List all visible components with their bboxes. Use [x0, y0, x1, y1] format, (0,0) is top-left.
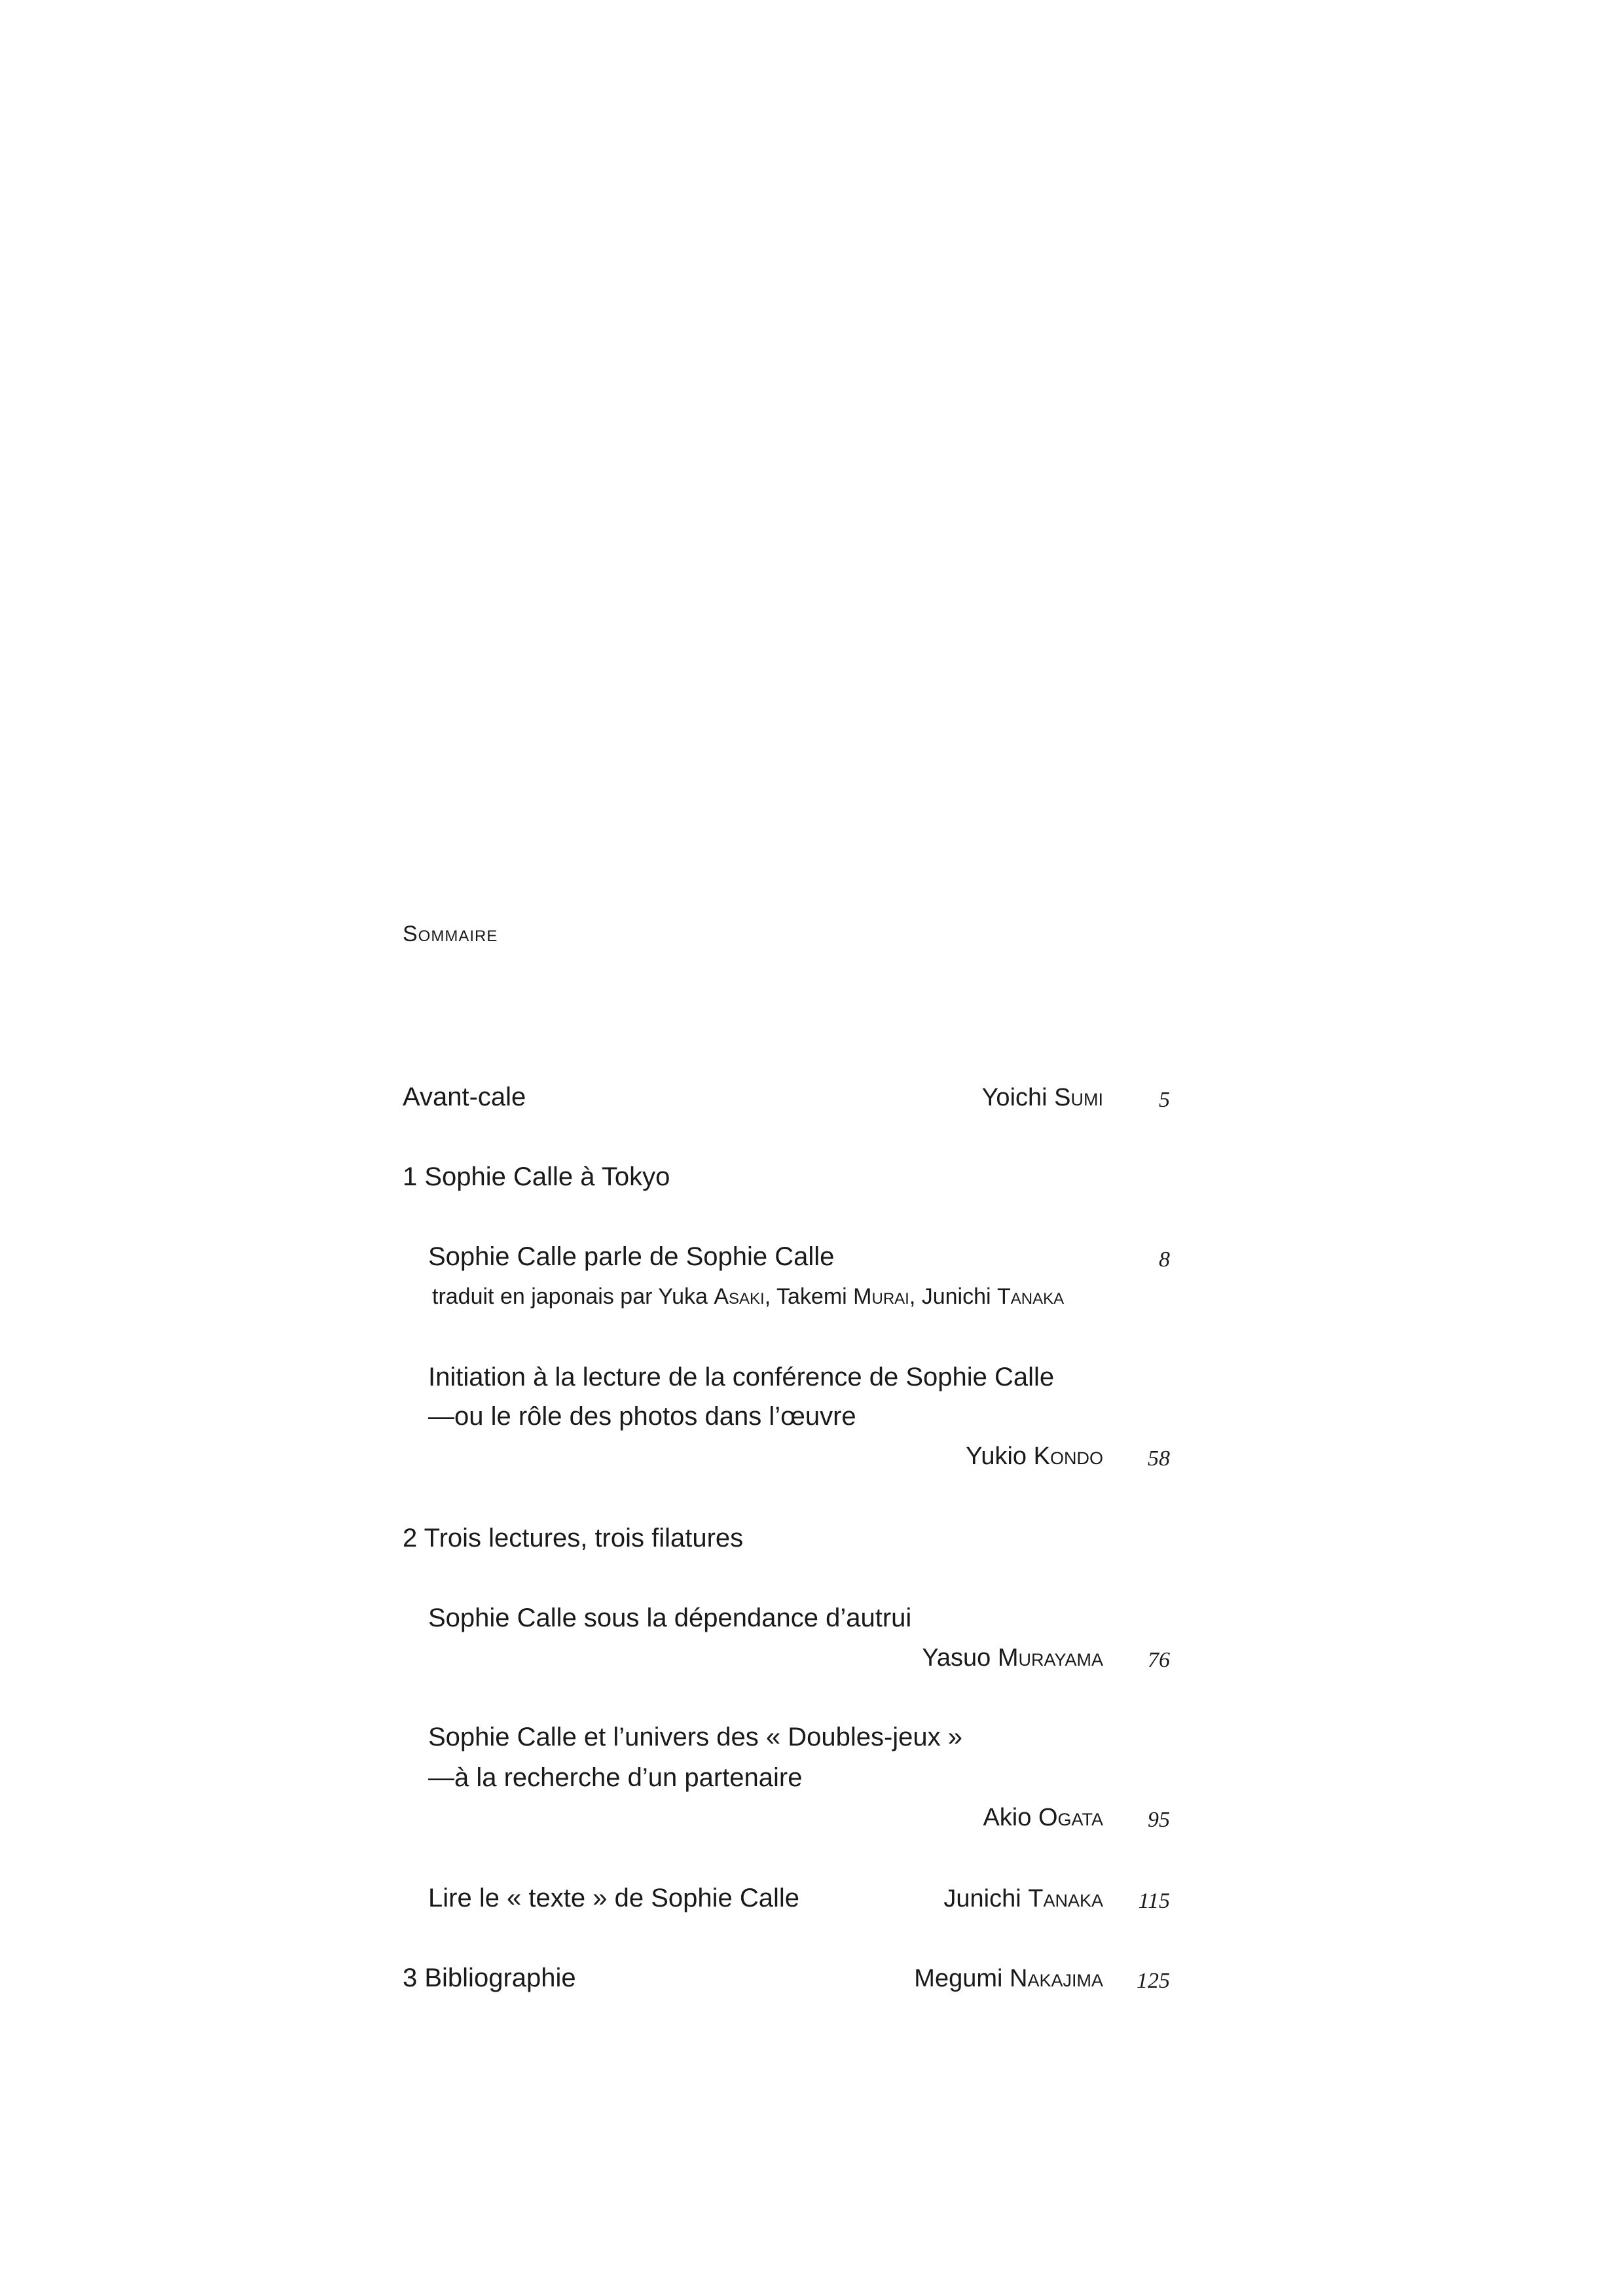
- toc-entry-3-author: Yasuo Murayama: [922, 1644, 1103, 1672]
- toc-entry-1-title: Sophie Calle parle de Sophie Calle: [428, 1242, 835, 1271]
- toc-entry-4-title-line-1: Sophie Calle et l’univers des « Doubles-jeux »: [428, 1723, 963, 1751]
- toc-entry-2-title-line-1: Initiation à la lecture de la conférence de Sophie Calle: [428, 1363, 1055, 1391]
- toc-entry-4-title-line-2: —à la recherche d’un partenaire: [428, 1763, 803, 1792]
- toc-entry-avant-cale-title: Avant-cale: [403, 1083, 526, 1111]
- toc-part-3-author: Megumi Nakajima: [914, 1965, 1103, 1992]
- toc-entry-1-translators: traduit en japonais par Yuka Asaki, Takemi Murai, Junichi Tanaka: [432, 1284, 1065, 1309]
- toc-entry-5-title: Lire le « texte » de Sophie Calle: [428, 1884, 800, 1912]
- toc-entry-5-page: 115: [1138, 1889, 1170, 1913]
- toc-entry-1-page: 8: [1159, 1247, 1170, 1272]
- toc-entry-2-author: Yukio Kondo: [966, 1443, 1103, 1470]
- toc-entry-avant-cale-author: Yoichi Sumi: [981, 1084, 1103, 1111]
- toc-entry-4-author: Akio Ogata: [983, 1804, 1103, 1831]
- toc-entry-3-title: Sophie Calle sous la dépendance d’autrui: [428, 1604, 912, 1632]
- toc-entry-2-title-line-2: —ou le rôle des photos dans l’œuvre: [428, 1402, 856, 1431]
- toc-entry-2-page: 58: [1148, 1446, 1170, 1471]
- toc-part-3-page: 125: [1137, 1969, 1170, 1993]
- toc-part-1-title: 1 Sophie Calle à Tokyo: [403, 1162, 670, 1191]
- toc-entry-5-author: Junichi Tanaka: [943, 1885, 1103, 1912]
- page-title: Sommaire: [403, 922, 498, 946]
- toc-part-3-title: 3 Bibliographie: [403, 1964, 576, 1992]
- toc-part-2-title: 2 Trois lectures, trois filatures: [403, 1524, 744, 1552]
- toc-entry-3-page: 76: [1148, 1648, 1170, 1672]
- toc-entry-4-page: 95: [1148, 1808, 1170, 1832]
- toc-entry-avant-cale-page: 5: [1159, 1088, 1170, 1112]
